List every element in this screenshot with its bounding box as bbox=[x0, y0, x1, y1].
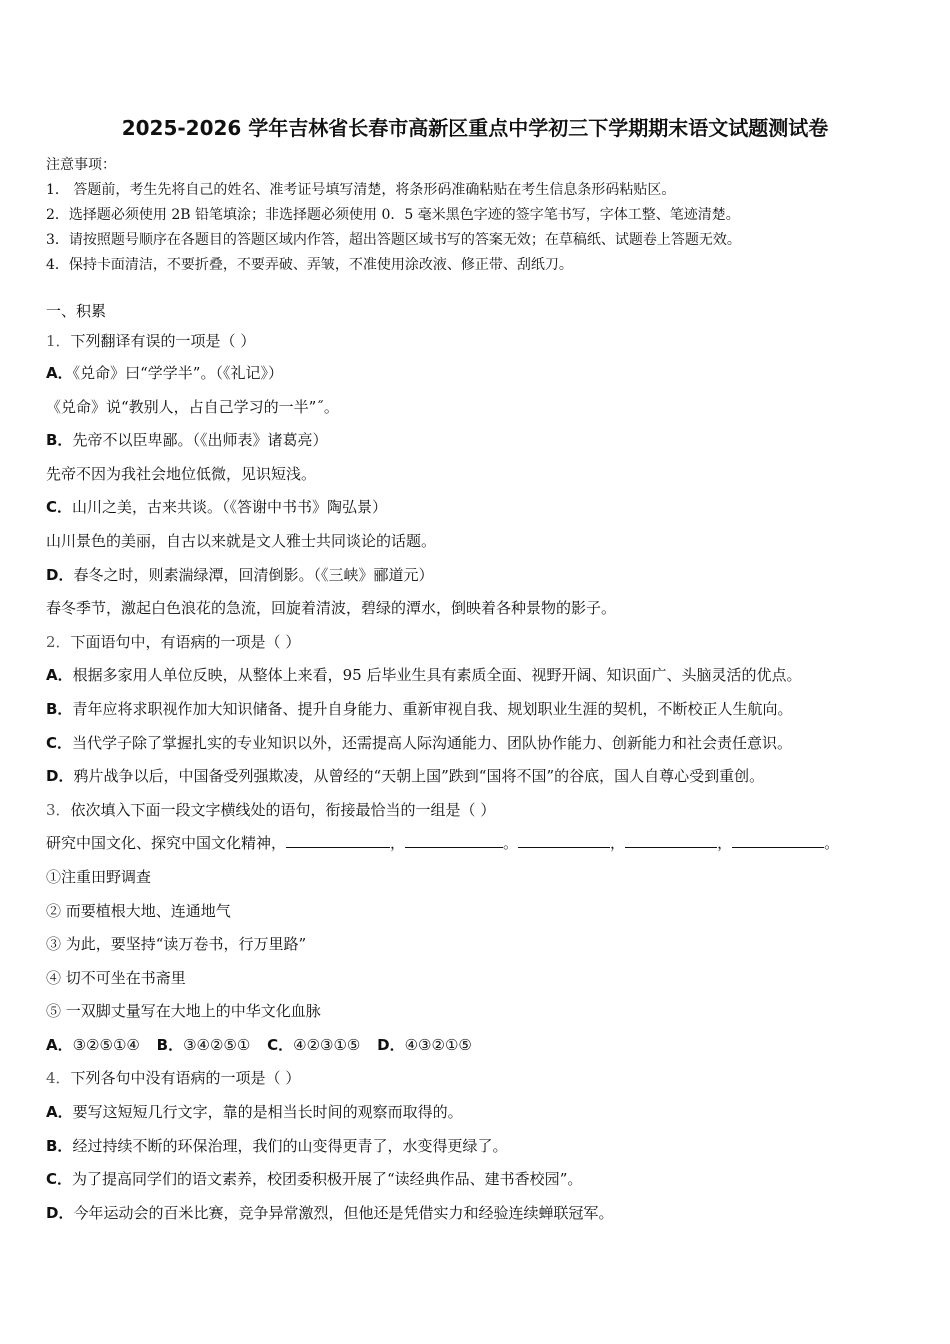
q3-item: ⑤ 一双脚丈量写在大地上的中华文化血脉 bbox=[46, 1002, 321, 1021]
fill-blank bbox=[286, 833, 390, 848]
notice-item: 1． 答题前，考生先将自己的姓名、准考证号填写清楚，将条形码准确粘贴在考生信息条形码粘贴区。 bbox=[46, 182, 676, 198]
option-letter: B． bbox=[46, 699, 73, 718]
option-letter: A． bbox=[46, 1103, 73, 1122]
fill-blank bbox=[518, 833, 610, 848]
notice-block bbox=[46, 153, 906, 278]
q3-item: ③ 为此，要坚持“读万卷书，行万里路” bbox=[46, 935, 307, 954]
q1-option-c bbox=[46, 491, 906, 525]
question-number: 2． bbox=[46, 632, 71, 651]
q3-option-b bbox=[157, 1029, 251, 1063]
questions bbox=[46, 298, 906, 1230]
option-text: 青年应将求职视作加大知识储备、提升自身能力、重新审视自我、规划职业生涯的契机，不断校正人生航向。 bbox=[72, 699, 793, 718]
option-letter: A． bbox=[46, 364, 73, 382]
option-letter: D． bbox=[46, 1203, 74, 1222]
notice-item: 2．选择题必须使用 2B 铅笔填涂；非选择题必须使用 0．5 毫米黑色字迹的签字笔书写，字体工整、笔迹清楚。 bbox=[46, 207, 740, 223]
punctuation: ， bbox=[390, 834, 406, 853]
question-number: 4． bbox=[46, 1069, 71, 1088]
question-number: 3． bbox=[46, 800, 71, 819]
question-text: 下列各句中没有语病的一项是（ ） bbox=[70, 1069, 301, 1088]
q3-options bbox=[46, 1029, 906, 1063]
q4-option-c bbox=[46, 1163, 906, 1197]
option-text: ③④②⑤① bbox=[183, 1035, 251, 1054]
option-text: 先帝不以臣卑鄙。（《出师表》诸葛亮） bbox=[72, 431, 328, 450]
option-text: ④②③①⑤ bbox=[293, 1035, 361, 1054]
question-text: 依次填入下面一段文字横线处的语句，衔接最恰当的一组是（ ） bbox=[70, 800, 496, 819]
option-text: 山川之美，古来共谈。（《答谢中书书》陶弘景） bbox=[72, 498, 388, 517]
punctuation: 。 bbox=[824, 834, 840, 853]
q2-option-b bbox=[46, 693, 906, 727]
notice-item: 4．保持卡面清洁，不要折叠，不要弄破、弄皱，不准使用涂改液、修正带、刮纸刀。 bbox=[46, 257, 573, 273]
option-text: 春冬之时，则素湍绿潭，回清倒影。（《三峡》郦道元） bbox=[73, 565, 434, 584]
q1-option-d bbox=[46, 559, 906, 593]
q3-option-c bbox=[267, 1029, 360, 1063]
notice-item: 3．请按照题号顺序在各题目的答题区域内作答，超出答题区域书写的答案无效；在草稿纸、试题卷上答题无效。 bbox=[46, 232, 741, 248]
option-letter: C． bbox=[46, 733, 73, 752]
option-letter: B． bbox=[156, 1035, 184, 1054]
option-text: 为了提高同学们的语文素养，校团委积极开展了“读经典作品、建书香校园”。 bbox=[72, 1170, 583, 1189]
q3-item: ② 而要植根大地、连通地气 bbox=[46, 901, 231, 920]
notice-heading: 注意事项： bbox=[46, 157, 116, 173]
q1-option-b bbox=[46, 424, 906, 458]
q3-item: ④ 切不可坐在书斋里 bbox=[46, 968, 186, 987]
q4-option-b bbox=[46, 1130, 906, 1164]
q1-option-a bbox=[46, 357, 906, 391]
option-letter: C． bbox=[46, 1170, 73, 1189]
q1-option-d-translation: 春冬季节，激起白色浪花的急流，回旋着清波，碧绿的潭水，倒映着各种景物的影子。 bbox=[46, 599, 617, 618]
page-title: 2025-2026 学年吉林省长春市高新区重点中学初三下学期期末语文试题测试卷 bbox=[121, 116, 829, 140]
option-letter: A． bbox=[46, 1035, 73, 1054]
section-heading: 一、积累 bbox=[46, 302, 107, 320]
option-text: 今年运动会的百米比赛，竞争异常激烈，但他还是凭借实力和经验连续蝉联冠军。 bbox=[73, 1203, 614, 1222]
q1-option-b-translation: 先帝不因为我社会地位低微，见识短浅。 bbox=[46, 464, 317, 483]
option-text: 《兑命》曰“学学半”。（《礼记》） bbox=[72, 364, 283, 382]
option-letter: D． bbox=[46, 565, 74, 584]
q4-option-d bbox=[46, 1197, 906, 1231]
option-letter: B． bbox=[46, 431, 73, 450]
option-text: ④③②①⑤ bbox=[404, 1035, 472, 1054]
q1-option-a-translation: 《兑命》说“教别人，占自己学习的一半”˝。 bbox=[46, 397, 339, 416]
question-1-stem bbox=[46, 325, 906, 357]
option-text: 当代学子除了掌握扎实的专业知识以外，还需提高人际沟通能力、团队协作能力、创新能力和社会责任意识。 bbox=[72, 733, 793, 752]
passage-text: 研究中国文化、探究中国文化精神， bbox=[46, 834, 287, 853]
option-text: 鸦片战争以后，中国备受列强欺凌，从曾经的“天朝上国”跌到“国将不国”的谷底，国人自尊心受到重创。 bbox=[73, 767, 765, 786]
question-4-stem bbox=[46, 1062, 906, 1096]
punctuation: ， bbox=[610, 834, 626, 853]
fill-blank bbox=[625, 833, 717, 848]
punctuation: ， bbox=[717, 834, 733, 853]
q3-option-a bbox=[46, 1029, 140, 1063]
q2-option-c bbox=[46, 727, 906, 761]
option-letter: D． bbox=[46, 767, 74, 786]
fill-blank bbox=[405, 833, 503, 848]
fill-blank bbox=[732, 833, 824, 848]
q1-option-c-translation: 山川景色的美丽，自古以来就是文人雅士共同谈论的话题。 bbox=[46, 531, 437, 550]
question-3-stem bbox=[46, 794, 906, 828]
question-text: 下面语句中，有语病的一项是（ ） bbox=[70, 632, 301, 651]
option-text: ③②⑤①④ bbox=[72, 1035, 140, 1054]
q3-passage bbox=[46, 827, 906, 861]
option-letter: C． bbox=[46, 498, 73, 517]
q3-item: ①注重田野调查 bbox=[46, 867, 152, 886]
option-letter: C． bbox=[267, 1035, 294, 1054]
q2-option-d bbox=[46, 760, 906, 794]
option-letter: B． bbox=[46, 1136, 73, 1155]
option-letter: A． bbox=[46, 666, 73, 685]
q3-option-d bbox=[377, 1029, 472, 1063]
option-text: 要写这短短几行文字，靠的是相当长时间的观察而取得的。 bbox=[72, 1103, 463, 1122]
option-text: 根据多家用人单位反映，从整体上来看，95 后毕业生具有素质全面、视野开阔、知识面广、头脑灵活的优点。 bbox=[72, 666, 802, 685]
q2-option-a bbox=[46, 659, 906, 693]
question-text: 下列翻译有误的一项是（ ） bbox=[70, 332, 256, 350]
punctuation: 。 bbox=[503, 834, 519, 853]
option-text: 经过持续不断的环保治理，我们的山变得更青了，水变得更绿了。 bbox=[72, 1136, 508, 1155]
question-number: 1． bbox=[46, 332, 71, 350]
q4-option-a bbox=[46, 1096, 906, 1130]
option-letter: D． bbox=[377, 1035, 405, 1054]
question-2-stem bbox=[46, 626, 906, 660]
